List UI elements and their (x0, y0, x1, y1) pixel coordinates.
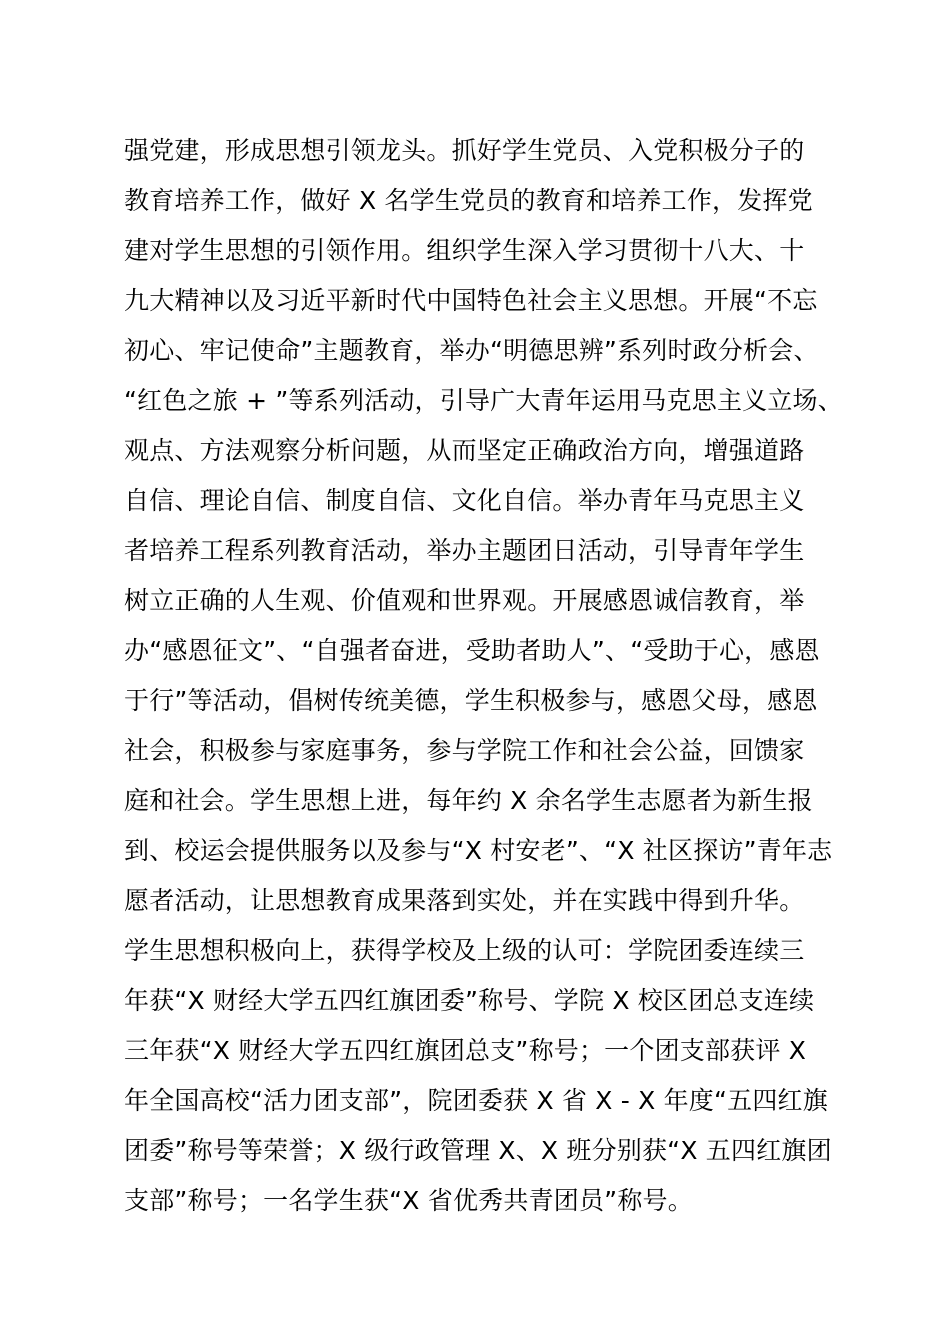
text-line: 办“感恩征文”、“自强者奋进，受助者助人”、“受助于心，感恩 (124, 636, 820, 665)
text-line: 庭和社会。学生思想上进，每年约 X 余名学生志愿者为新生报 (124, 786, 813, 815)
text-line: 自信、理论自信、制度自信、文化自信。举办青年马克思主义 (124, 486, 805, 515)
text-line: 三年获“X 财经大学五四红旗团总支”称号；一个团支部获评 X (124, 1036, 807, 1065)
text-line: 者培养工程系列教育活动，举办主题团日活动，引导青年学生 (124, 536, 805, 565)
text-line: 社会，积极参与家庭事务，参与学院工作和社会公益，回馈家 (124, 736, 805, 765)
text-line: 于行”等活动，倡树传统美德，学生积极参与，感恩父母，感恩 (124, 686, 818, 715)
text-line: 初心、牢记使命”主题教育，举办“明德思辨”系列时政分析会、 (124, 336, 819, 365)
text-line: 建对学生思想的引领作用。组织学生深入学习贯彻十八大、十 (124, 236, 805, 265)
text-line: 强党建，形成思想引领龙头。抓好学生党员、入党积极分子的 (124, 136, 805, 165)
text-line: 树立正确的人生观、价值观和世界观。开展感恩诚信教育，举 (124, 586, 805, 615)
text-line: 年全国高校“活力团支部”，院团委获 X 省 X - X 年度“五四红旗 (124, 1086, 828, 1115)
body-paragraph (124, 126, 844, 1226)
text-line: 愿者活动，让思想教育成果落到实处，并在实践中得到升华。 (124, 886, 805, 915)
text-line: 学生思想积极向上，获得学校及上级的认可：学院团委连续三 (124, 936, 805, 965)
text-line: “红色之旅 + ”等系列活动，引导广大青年运用马克思主义立场、 (124, 386, 843, 415)
text-line: 支部”称号；一名学生获“X 省优秀共青团员”称号。 (124, 1186, 693, 1215)
text-line: 九大精神以及习近平新时代中国特色社会主义思想。开展“不忘 (124, 286, 818, 315)
text-line: 教育培养工作，做好 X 名学生党员的教育和培养工作，发挥党 (124, 186, 813, 215)
text-line: 到、校运会提供服务以及参与“X 村安老”、“X 社区探访”青年志 (124, 836, 833, 865)
text-line: 团委”称号等荣誉；X 级行政管理 X、X 班分别获“X 五四红旗团 (124, 1136, 832, 1165)
text-line: 观点、方法观察分析问题，从而坚定正确政治方向，增强道路 (124, 436, 805, 465)
text-line: 年获“X 财经大学五四红旗团委”称号、学院 X 校区团总支连续 (124, 986, 815, 1015)
